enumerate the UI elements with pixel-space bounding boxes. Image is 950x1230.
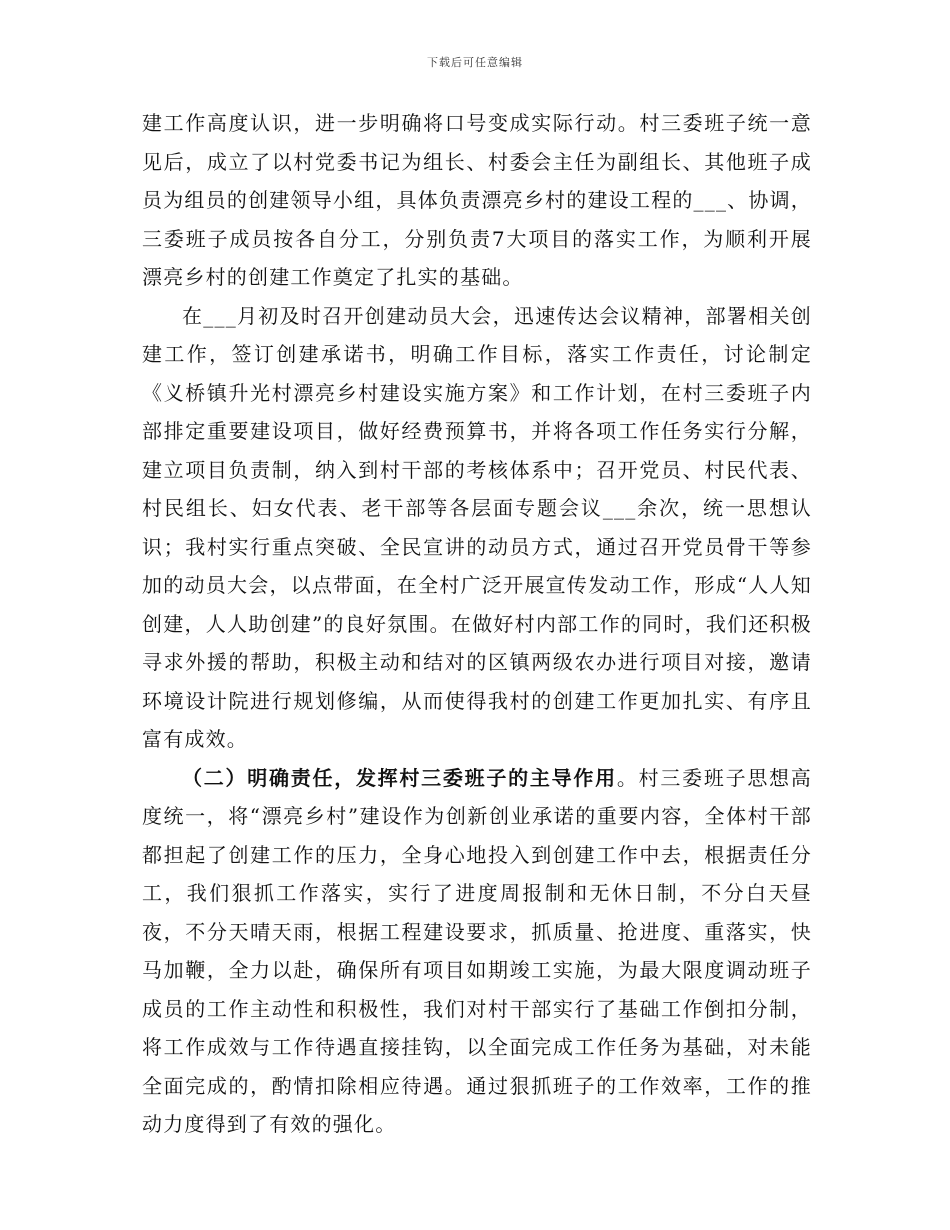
paragraph-1: 建工作高度认识，进一步明确将口号变成实际行动。村三委班子统一意见后，成立了以村党委书记为组长、村委会主任为副组长、其他班子成员为组员的创建领导小组，具体负责漂亮乡村的建设工程的___、协调，三委班子成员按各自分工，分别负责7大项目的落实工作，为顺利开展漂亮乡村的创建工作奠定了扎实的基础。 xyxy=(142,111,812,289)
document-body xyxy=(142,104,812,1144)
paragraph-3-body: 。村三委班子思想高度统一，将“漂亮乡村”建设作为创新创业承诺的重要内容，全体村干部都担起了创建工作的压力，全身心地投入到创建工作中去，根据责任分工，我们狠抓工作落实，实行了进度周报制和无休日制，不分白天昼夜，不分天晴天雨，根据工程建设要求，抓质量、抢进度、重落实，快马加鞭，全力以赴，确保所有项目如期竣工实施，为最大限度调动班子成员的工作主动性和积极性，我们对村干部实行了基础工作倒扣分制，将工作成效与工作待遇直接挂钩，以全面完成工作任务为基础，对未能全面完成的，酌情扣除相应待遇。通过狠抓班子的工作效率，工作的推动力度得到了有效的强化。 xyxy=(142,765,812,1136)
section-heading: （二）明确责任，发挥村三委班子的主导作用 xyxy=(182,765,617,790)
paragraph-2: 在___月初及时召开创建动员大会，迅速传达会议精神，部署相关创建工作，签订创建承诺书，明确工作目标，落实工作责任，讨论制定《义桥镇升光村漂亮乡村建设实施方案》和工作计划，在村三委班子内部排定重要建设项目，做好经费预算书，并将各项工作任务实行分解，建立项目负责制，纳入到村干部的考核体系中；召开党员、村民代表、村民组长、妇女代表、老干部等各层面专题会议___余次，统一思想认识；我村实行重点突破、全民宣讲的动员方式，通过召开党员骨干等参加的动员大会，以点带面，在全村广泛开展宣传发动工作，形成“人人知创建，人人助创建”的良好氛围。在做好村内部工作的同时，我们还积极寻求外援的帮助，积极主动和结对的区镇两级农办进行项目对接，邀请环境设计院进行规划修编，从而使得我村的创建工作更加扎实、有序且富有成效。 xyxy=(142,303,812,751)
page-header: 下载后可任意编辑 xyxy=(427,56,523,69)
paragraph-3 xyxy=(142,759,812,1144)
